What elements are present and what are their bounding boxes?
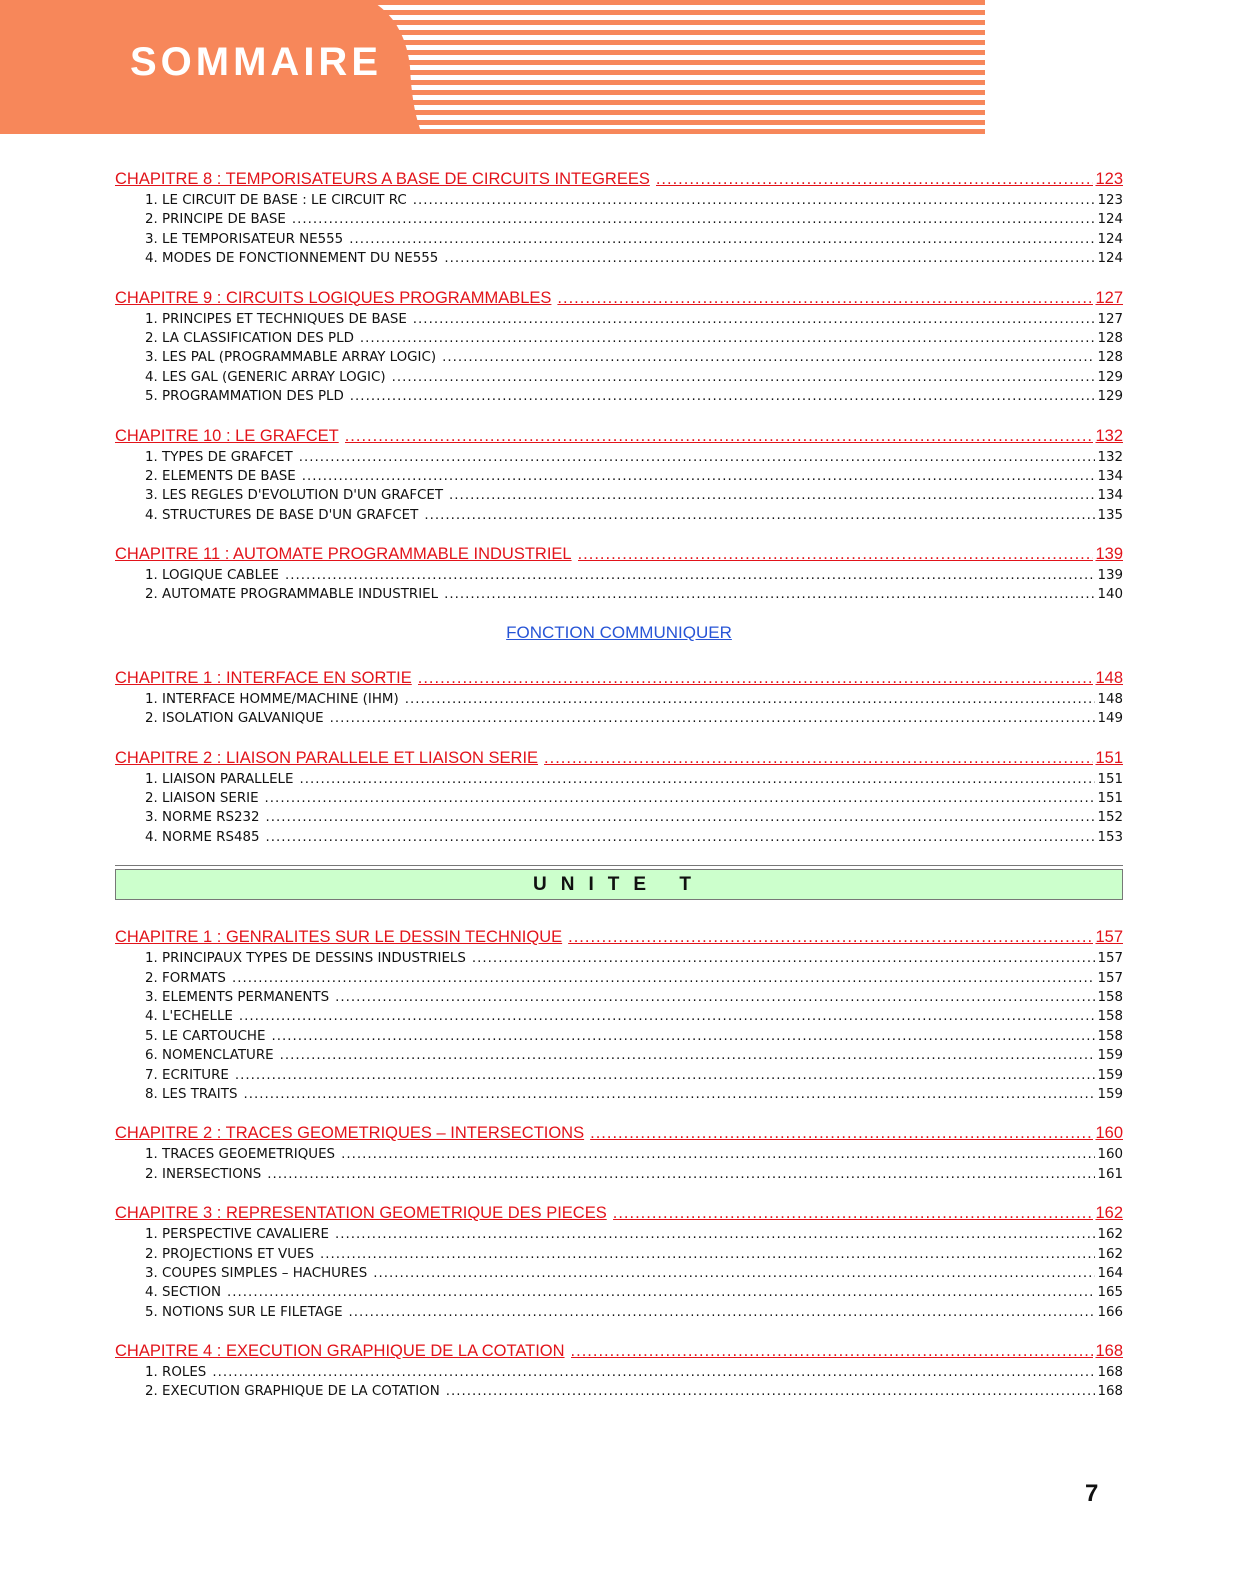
section-title: 1. PERSPECTIVE CAVALIERE [145, 1227, 330, 1243]
leader-dots [227, 1283, 1095, 1302]
chapter-page: 160 [1095, 1124, 1123, 1143]
leader-dots [345, 425, 1094, 448]
chapter-block [115, 168, 1123, 269]
section-title: 7. ECRITURE [145, 1067, 229, 1083]
leader-dots [613, 1202, 1094, 1225]
section-title: 1. TYPES DE GRAFCET [145, 449, 293, 465]
toc-part-fonction-traiter [115, 168, 1123, 605]
section-title: 4. LES GAL (GENERIC ARRAY LOGIC) [145, 369, 386, 385]
section-page: 161 [1097, 1166, 1123, 1182]
section-title: 6. NOMENCLATURE [145, 1048, 274, 1064]
section-title: 5. NOTIONS SUR LE FILETAGE [145, 1304, 343, 1320]
chapter-block [115, 425, 1123, 526]
section-page: 151 [1097, 791, 1123, 807]
section-title: 2. ISOLATION GALVANIQUE [145, 711, 324, 727]
section-page: 127 [1097, 311, 1123, 327]
leader-dots [285, 566, 1095, 585]
chapter-block [115, 1340, 1123, 1402]
section-page: 134 [1097, 468, 1123, 484]
section-title: 1. INTERFACE HOMME/MACHINE (IHM) [145, 691, 399, 707]
leader-dots [266, 828, 1096, 847]
section-page: 123 [1097, 193, 1123, 208]
leader-dots [267, 1165, 1095, 1184]
section-page: 162 [1097, 1227, 1123, 1243]
leader-dots [239, 1007, 1096, 1026]
section-title: 3. LES REGLES D'EVOLUTION D'UN GRAFCET [145, 488, 444, 504]
section-title: 4. SECTION [145, 1285, 222, 1301]
chapter-page: 157 [1095, 928, 1123, 947]
section-page: 165 [1097, 1285, 1123, 1301]
section-title: 1. LE CIRCUIT DE BASE : LE CIRCUIT RC [145, 193, 407, 208]
section-entry[interactable] [115, 949, 1123, 968]
section-title: 2. AUTOMATE PROGRAMMABLE INDUSTRIEL [145, 587, 439, 603]
section-entry[interactable] [115, 1382, 1123, 1401]
chapter-link[interactable] [115, 1122, 1123, 1145]
header-banner [0, 0, 1000, 134]
section-entry[interactable] [115, 1007, 1123, 1026]
chapter-block [115, 1202, 1123, 1322]
section-page: 129 [1097, 389, 1123, 405]
leader-dots [472, 949, 1096, 968]
chapter-page: 162 [1095, 1204, 1123, 1223]
section-title: 4. MODES DE FONCTIONNEMENT DU NE555 [145, 251, 439, 267]
leader-dots [350, 387, 1096, 406]
leader-dots [232, 969, 1096, 988]
section-page: 139 [1097, 568, 1123, 584]
section-entry[interactable] [115, 1085, 1123, 1104]
section-title: 2. LA CLASSIFICATION DES PLD [145, 330, 354, 346]
section-entry[interactable] [115, 210, 1123, 229]
chapter-title: CHAPITRE 2 : LIAISON PARALLELE ET LIAISON SERIE [115, 748, 539, 767]
section-title: 1. LOGIQUE CABLEE [145, 568, 280, 584]
section-entry[interactable] [115, 566, 1123, 585]
leader-dots [571, 1340, 1094, 1363]
leader-dots [544, 747, 1093, 770]
section-entry[interactable] [115, 1066, 1123, 1085]
chapter-block [115, 667, 1123, 729]
chapter-block [115, 543, 1123, 605]
chapter-page: 168 [1095, 1342, 1123, 1361]
chapter-page: 139 [1095, 545, 1123, 564]
section-entry[interactable] [115, 329, 1123, 348]
section-entry[interactable] [115, 808, 1123, 827]
leader-dots [392, 368, 1096, 387]
chapter-link[interactable] [115, 926, 1123, 949]
section-page: 128 [1097, 330, 1123, 346]
chapter-link[interactable] [115, 425, 1123, 448]
section-entry[interactable] [115, 770, 1123, 789]
chapter-title: CHAPITRE 11 : AUTOMATE PROGRAMMABLE INDUSTRIEL [115, 545, 572, 564]
section-title: 1. PRINCIPAUX TYPES DE DESSINS INDUSTRIELS [145, 951, 466, 967]
section-title: 1. PRINCIPES ET TECHNIQUES DE BASE [145, 311, 407, 327]
chapter-link[interactable] [115, 667, 1123, 690]
section-page: 152 [1097, 810, 1123, 826]
chapter-block [115, 287, 1123, 407]
section-entry[interactable] [115, 348, 1123, 367]
chapter-page: 123 [1095, 170, 1123, 188]
leader-dots [568, 926, 1093, 949]
section-entry[interactable] [115, 709, 1123, 728]
section-entry[interactable] [115, 191, 1123, 210]
section-title: 4. L'ECHELLE [145, 1009, 233, 1025]
section-page: 158 [1097, 1028, 1123, 1044]
section-page: 158 [1097, 989, 1123, 1005]
section-page: 166 [1097, 1304, 1123, 1320]
leader-dots [656, 168, 1094, 191]
leader-dots [271, 1027, 1095, 1046]
section-page: 158 [1097, 1009, 1123, 1025]
toc-part-unite-t [115, 926, 1123, 1402]
chapter-title: CHAPITRE 2 : TRACES GEOMETRIQUES – INTERSECTIONS [115, 1124, 585, 1143]
section-page: 159 [1097, 1048, 1123, 1064]
section-title: 5. PROGRAMMATION DES PLD [145, 389, 344, 405]
section-entry[interactable] [115, 1165, 1123, 1184]
table-of-contents [115, 168, 1123, 1420]
leader-dots [212, 1363, 1095, 1382]
chapter-link[interactable] [115, 1202, 1123, 1225]
leader-dots [557, 287, 1093, 310]
section-title: 2. INERSECTIONS [145, 1166, 262, 1182]
section-entry[interactable] [115, 486, 1123, 505]
leader-dots [266, 808, 1096, 827]
section-title: 1. ROLES [145, 1365, 207, 1381]
section-page: 168 [1097, 1384, 1123, 1400]
chapter-page: 132 [1095, 426, 1123, 445]
chapter-title: CHAPITRE 8 : TEMPORISATEURS A BASE DE CIRCUITS INTEGREES [115, 170, 650, 188]
section-entry[interactable] [115, 387, 1123, 406]
section-entry[interactable] [115, 789, 1123, 808]
leader-dots [360, 329, 1096, 348]
chapter-link[interactable] [115, 168, 1123, 191]
section-page: 159 [1097, 1086, 1123, 1102]
section-entry[interactable] [115, 1245, 1123, 1264]
leader-dots [442, 348, 1095, 367]
section-entry[interactable] [115, 828, 1123, 847]
section-entry[interactable] [115, 988, 1123, 1007]
section-entry[interactable] [115, 467, 1123, 486]
leader-dots [590, 1122, 1093, 1145]
section-page: 134 [1097, 488, 1123, 504]
leader-dots [413, 310, 1096, 329]
section-page: 151 [1097, 771, 1123, 787]
section-title: 3. LES PAL (PROGRAMMABLE ARRAY LOGIC) [145, 350, 437, 366]
page-title: SOMMAIRE [130, 40, 382, 84]
chapter-title: CHAPITRE 1 : GENRALITES SUR LE DESSIN TECHNIQUE [115, 928, 563, 947]
section-entry[interactable] [115, 1283, 1123, 1302]
leader-dots [444, 585, 1095, 604]
leader-dots [335, 988, 1095, 1007]
leader-dots [349, 1303, 1096, 1322]
toc-part-fonction-communiquer [115, 667, 1123, 847]
leader-dots [330, 709, 1096, 728]
leader-dots [405, 690, 1096, 709]
section-title: 2. FORMATS [145, 970, 226, 986]
chapter-page: 127 [1095, 288, 1123, 307]
leader-dots [265, 789, 1096, 808]
section-title: 2. ELEMENTS DE BASE [145, 468, 296, 484]
section-title: 2. PRINCIPE DE BASE [145, 212, 286, 228]
leader-dots [235, 1066, 1096, 1085]
section-page: 153 [1097, 829, 1123, 845]
section-page: 124 [1097, 231, 1123, 247]
section-page: 128 [1097, 350, 1123, 366]
section-page: 124 [1097, 212, 1123, 228]
chapter-title: CHAPITRE 9 : CIRCUITS LOGIQUES PROGRAMMABLES [115, 288, 552, 307]
leader-dots [413, 191, 1096, 210]
section-entry[interactable] [115, 1363, 1123, 1382]
chapter-title: CHAPITRE 3 : REPRESENTATION GEOMETRIQUE DES PIECES [115, 1204, 607, 1223]
section-title: 3. LE TEMPORISATEUR NE555 [145, 231, 344, 247]
leader-dots [424, 506, 1095, 525]
section-entry[interactable] [115, 585, 1123, 604]
page-number: 7 [1085, 1480, 1099, 1507]
section-page: 164 [1097, 1265, 1123, 1281]
section-page: 160 [1097, 1147, 1123, 1163]
leader-dots [578, 543, 1094, 566]
section-title: 2. EXECUTION GRAPHIQUE DE LA COTATION [145, 1384, 440, 1400]
leader-dots [341, 1145, 1095, 1164]
chapter-title: CHAPITRE 1 : INTERFACE EN SORTIE [115, 668, 412, 687]
section-entry[interactable] [115, 448, 1123, 467]
chapter-page: 148 [1095, 668, 1123, 687]
section-page: 157 [1097, 951, 1123, 967]
chapter-link[interactable] [115, 543, 1123, 566]
section-title: 2. LIAISON SERIE [145, 791, 259, 807]
section-page: 148 [1097, 691, 1123, 707]
leader-dots [302, 467, 1096, 486]
section-page: 149 [1097, 711, 1123, 727]
section-page: 162 [1097, 1246, 1123, 1262]
section-title: 5. LE CARTOUCHE [145, 1028, 266, 1044]
section-entry[interactable] [115, 1046, 1123, 1065]
unite-heading: UNITE T [115, 869, 1123, 900]
chapter-link[interactable] [115, 287, 1123, 310]
leader-dots [320, 1245, 1095, 1264]
section-entry[interactable] [115, 1145, 1123, 1164]
section-entry[interactable] [115, 249, 1123, 268]
leader-dots [418, 667, 1094, 690]
fonction-heading[interactable]: FONCTION COMMUNIQUER [506, 622, 732, 642]
chapter-page: 151 [1095, 748, 1123, 767]
section-page: 124 [1097, 251, 1123, 267]
section-page: 140 [1097, 587, 1123, 603]
leader-dots [292, 210, 1096, 229]
section-entry[interactable] [115, 690, 1123, 709]
chapter-block [115, 1122, 1123, 1184]
section-title: 8. LES TRAITS [145, 1086, 238, 1102]
section-entry[interactable] [115, 1264, 1123, 1283]
chapter-block [115, 926, 1123, 1104]
chapter-block [115, 747, 1123, 848]
chapter-title: CHAPITRE 4 : EXECUTION GRAPHIQUE DE LA COTATION [115, 1342, 565, 1361]
chapter-link[interactable] [115, 1340, 1123, 1363]
section-entry[interactable] [115, 1027, 1123, 1046]
leader-dots [299, 448, 1096, 467]
section-entry[interactable] [115, 1225, 1123, 1244]
leader-dots [446, 1382, 1096, 1401]
section-page: 132 [1097, 449, 1123, 465]
section-title: 1. TRACES GEOEMETRIQUES [145, 1147, 336, 1163]
section-title: 3. COUPES SIMPLES – HACHURES [145, 1265, 368, 1281]
section-title: 3. ELEMENTS PERMANENTS [145, 989, 330, 1005]
section-entry[interactable] [115, 506, 1123, 525]
leader-dots [280, 1046, 1096, 1065]
chapter-link[interactable] [115, 747, 1123, 770]
section-entry[interactable] [115, 368, 1123, 387]
unite-separator [115, 865, 1123, 900]
section-entry[interactable] [115, 969, 1123, 988]
section-title: 2. PROJECTIONS ET VUES [145, 1246, 314, 1262]
chapter-title: CHAPITRE 10 : LE GRAFCET [115, 426, 339, 445]
section-title: 4. STRUCTURES DE BASE D'UN GRAFCET [145, 507, 419, 523]
section-page: 168 [1097, 1365, 1123, 1381]
leader-dots [335, 1225, 1095, 1244]
leader-dots [373, 1264, 1095, 1283]
section-title: 3. NORME RS232 [145, 810, 260, 826]
section-title: 1. LIAISON PARALLELE [145, 771, 294, 787]
leader-dots [243, 1085, 1095, 1104]
banner-stripes [370, 0, 985, 134]
section-entry[interactable] [115, 230, 1123, 249]
section-page: 135 [1097, 507, 1123, 523]
section-page: 157 [1097, 970, 1123, 986]
section-entry[interactable] [115, 310, 1123, 329]
section-title: 4. NORME RS485 [145, 829, 260, 845]
leader-dots [449, 486, 1095, 505]
leader-dots [444, 249, 1095, 268]
section-entry[interactable] [115, 1303, 1123, 1322]
leader-dots [299, 770, 1095, 789]
leader-dots [349, 230, 1095, 249]
section-page: 159 [1097, 1067, 1123, 1083]
section-page: 129 [1097, 369, 1123, 385]
